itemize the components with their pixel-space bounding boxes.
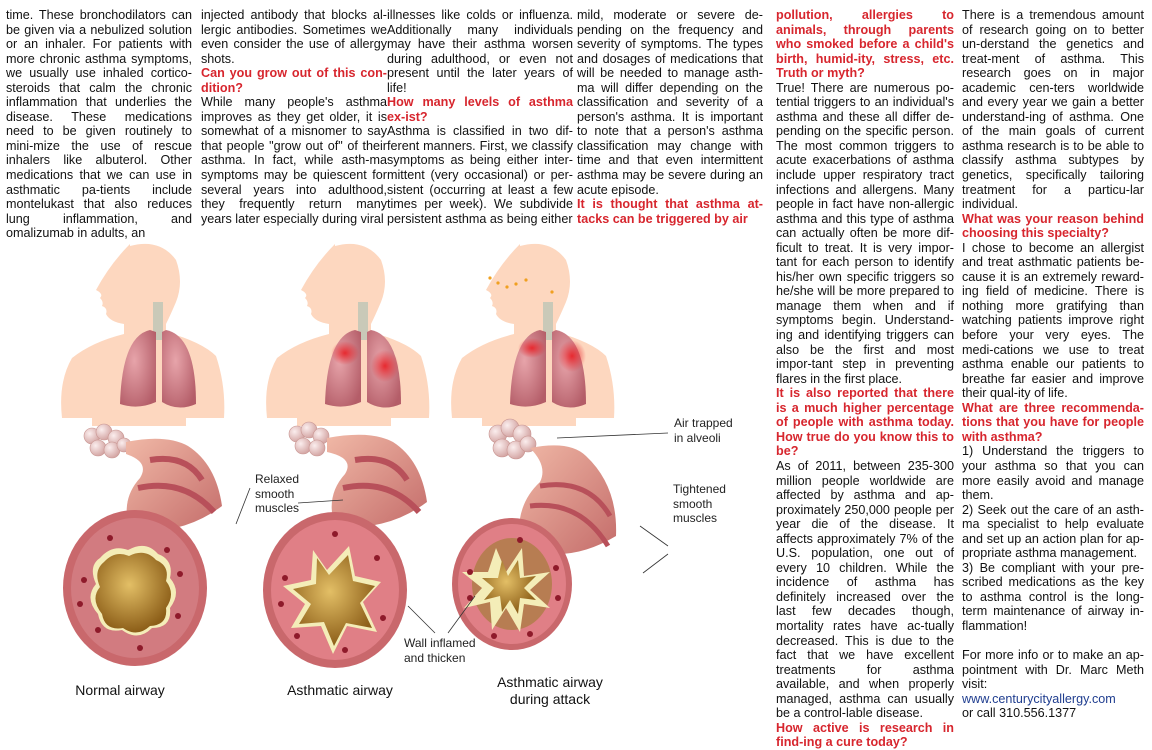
question-heading: It is thought that asthma at-tacks can be triggered by air (577, 197, 763, 226)
article-column-1 (6, 8, 192, 241)
label-relaxed-smooth-muscles (255, 472, 299, 516)
label-line: and thicken (404, 650, 466, 665)
paragraph: 2) Seek out the care of an asth-ma specialist to help evaluate and set up an action plan for ap-propriate asthma management. (962, 502, 1144, 561)
label-tightened-smooth-muscles (673, 482, 726, 526)
label-line: Tightened (673, 482, 726, 496)
airway-normal (63, 424, 222, 666)
torso-normal (61, 244, 224, 426)
question-heading: How many levels of asthma ex-ist? (387, 95, 573, 124)
paragraph: illnesses like colds or influenza. Additionally many individuals may have their asthma worsen during adulthood, or even not present until the later years of life! (387, 8, 573, 95)
article-column-6 (962, 8, 1144, 721)
question-heading: pollution, allergies to animals, through parents who smoked before a child's birth, humid-ity, stress, etc. Truth or myth? (776, 8, 954, 81)
paragraph: As of 2011, between 235-300 million people worldwide are affected by asthma and ap-proximately 250,000 people per year die of the disease. It affects approximately 7% of the U.S. population, one out of every 10 children. While the incidence of asthma has definitely increased over the last few decades though, mortality rates have ac-tually decreased. This is due to the fact that we have excellent treatments for asthma available, and when properly managed, asthma can usually be a control-lable disease. (776, 458, 954, 721)
question-heading: Can you grow out of this con-dition? (201, 66, 387, 95)
label-line: Air trapped (674, 416, 733, 430)
paragraph: True! There are numerous po-tential triggers to an individual's asthma and these all differ de-pending on the specific person. The most common triggers to acute exacerbations of asthma include upper respiratory tract infections and allergens. Many people in fact have non-allergic asthma and this type of asthma can actually often be more dif-ficult to treat. It is very impor-tant for each person to identify his/her own specific triggers so he/she will be more prepared to manage them when and if symptoms begin. Understand-ing and identifying triggers can also be the first and most impor-tant step in preventing flares in the first place. (776, 80, 954, 386)
question-heading: What are three recommenda-tions that you have for people with asthma? (962, 400, 1144, 444)
paragraph: injected antibody that blocks al-lergic antibodies. Sometimes we even consider the use of allergy shots. (201, 8, 387, 66)
website-link[interactable]: www.centurycityallergy.com (962, 691, 1116, 706)
article-column-2 (201, 8, 387, 226)
asthma-airway-illustration (0, 238, 770, 720)
article-column-5 (776, 8, 954, 750)
airway-attack (452, 419, 616, 650)
paragraph: mild, moderate or severe de-pending on the frequency and severity of symptoms. The types and dosages of medications that will be needed to manage asth-ma will differ depending on the classification and severity of a person's asthma. It is important to note that a person's asthma classification may change with time and that even intermittent asthma may be severe during an acute episode. (577, 8, 763, 197)
caption-asthmatic-airway: Asthmatic airway (287, 682, 393, 698)
caption-normal-airway: Normal airway (75, 682, 165, 698)
question-heading: How active is research in find-ing a cure today? (776, 720, 954, 750)
paragraph: 1) Understand the triggers to your asthma so that you can more easily avoid and manage them. (962, 444, 1144, 503)
label-air-trapped (674, 416, 733, 445)
article-column-3 (387, 8, 573, 226)
caption-line: Asthmatic airway (497, 674, 603, 690)
caption-asthmatic-airway-attack (475, 674, 625, 708)
airway-asthmatic (263, 422, 427, 668)
article-column-4 (577, 8, 763, 226)
label-line: in alveoli (674, 430, 721, 445)
paragraph: I chose to become an allergist and treat asthmatic patients be-cause it is an extremely reward-ing field of medicine. There is nothing more gratifying than watching patients improve right before your very eyes. The medi-cations we use to treat asthma enable our patients to breathe far easier and improve their qual-ity of life. (962, 240, 1144, 401)
illustration-svg (0, 238, 770, 720)
paragraph: Asthma is classified in two dif-ferent manners. First, we classify symptoms as being either inter-mittent (very occasional) or per-sistent (occurring at least a few times per week). We subdivide persistent asthma as being either (387, 124, 573, 226)
paragraph: time. These bronchodilators can be given via a nebulized solution or an inhaler. For patients with more chronic asthma symptoms, we usually use inhaled cortico-steroids that calm the chronic inflammation that underlies the disease. These medications need to be given routinely to mini-mize the use of rescue inhalers like albuterol. Other medications that we can use in asthmatic pa-tients include montelukast that also reduces lung inflammation, and omalizumab in adults, an (6, 8, 192, 241)
caption-line: during attack (509, 691, 591, 707)
label-line: smooth (255, 486, 295, 501)
phone-number: or call 310.556.1377 (962, 706, 1077, 721)
question-heading: What was your reason behind choosing this specialty? (962, 211, 1144, 241)
paragraph: There is a tremendous amount of research going on to better un-derstand the genetics and treat-ment of asthma. This research goes on in major academic cen-ters worldwide and every year we gain a better understand-ing of asthma. One of the main goals of current asthma research is to be able to classify asthma subtypes by genetics, specifically tailoring treatment for a particu-lar individual. (962, 8, 1144, 212)
torso-attack (451, 244, 614, 426)
label-line: muscles (255, 501, 300, 515)
paragraph: For more info or to make an ap-pointment with Dr. Marc Meth visit: (962, 648, 1144, 692)
paragraph: While many people's asthma improves as they get older, it is somewhat of a misnomer to say that people "grow out of" of their asthma. In fact, while asth-ma symptoms may be quiescent for several years into adulthood, they frequently return many years later especially during viral (201, 95, 387, 226)
paragraph: 3) Be compliant with your pre-scribed medications as the key to asthma control is the long-term maintenance of airway in-flammation! (962, 560, 1144, 633)
spacer (962, 634, 1144, 649)
label-wall-inflamed (404, 636, 476, 665)
label-line: Wall inflamed (404, 636, 476, 650)
question-heading: It is also reported that there is a much higher percentage of people with asthma today. How true do you know this to be? (776, 386, 954, 459)
label-line: muscles (673, 511, 718, 525)
torso-asthmatic (266, 244, 429, 426)
label-line: Relaxed (255, 472, 300, 486)
label-line: smooth (673, 496, 713, 511)
